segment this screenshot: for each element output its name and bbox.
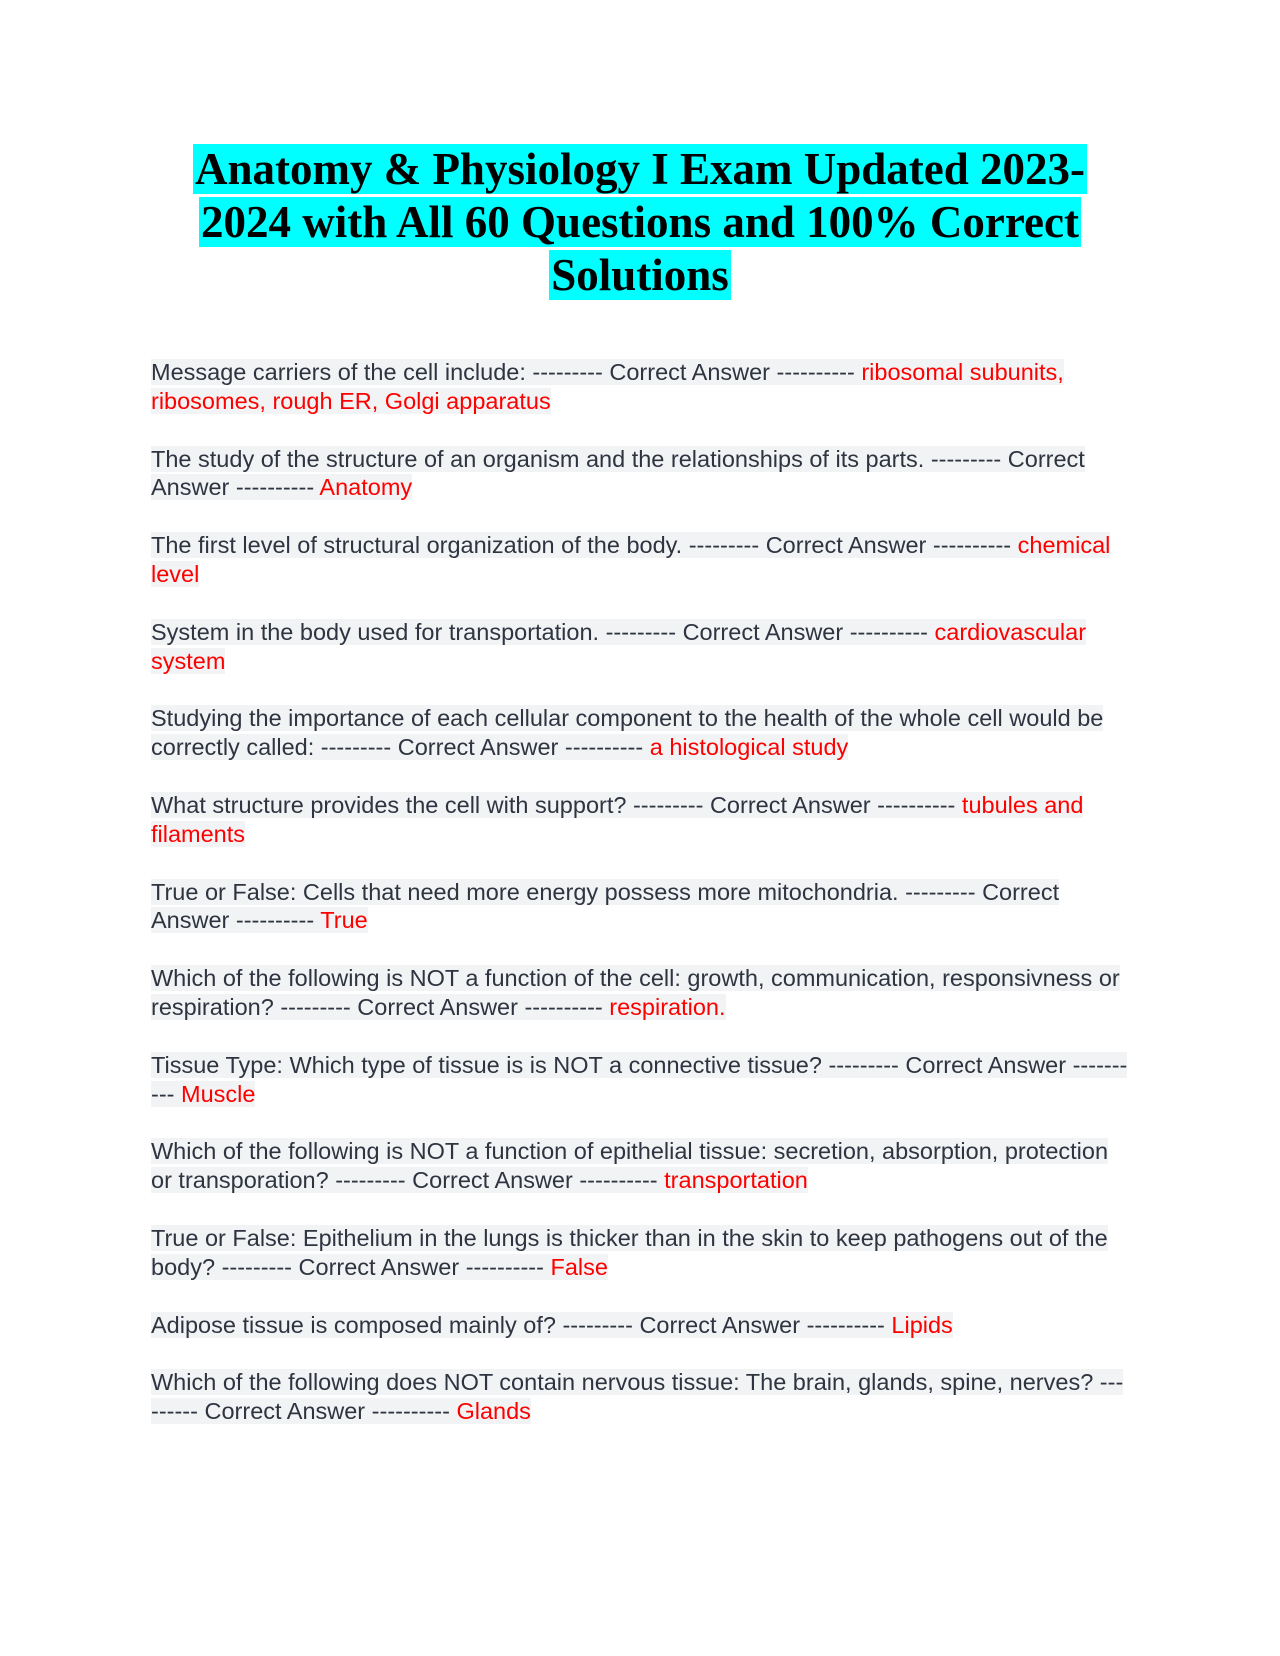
qa-item-line	[151, 965, 1120, 1020]
correct-answer-label: Correct Answer	[412, 1167, 573, 1194]
separator: ----------	[806, 1311, 885, 1338]
answer-text: Glands	[456, 1398, 531, 1425]
qa-item	[151, 358, 1131, 416]
answer-text: transportation	[664, 1167, 808, 1194]
answer-text: chemical level	[151, 532, 1111, 587]
separator: ---------	[335, 1167, 406, 1194]
qa-item-line	[151, 792, 1083, 847]
correct-answer-label: Correct Answer	[709, 791, 871, 818]
separator: ----------	[371, 1398, 450, 1425]
qa-item-line	[151, 446, 1085, 501]
qa-item	[151, 1224, 1131, 1282]
answer-text: a histological study	[649, 734, 849, 761]
answer-text: tubules and filaments	[151, 791, 1084, 847]
qa-item-line	[151, 532, 1110, 587]
qa-item-line	[151, 705, 1103, 760]
qa-item	[151, 791, 1131, 849]
qa-item-line	[151, 1369, 1123, 1424]
qa-list	[151, 358, 1131, 1455]
answer-text: Muscle	[181, 1080, 256, 1107]
question-text: Which of the following is NOT a function of epithelial tissue: secretion, absorption, protection or transporation?	[151, 1138, 1109, 1194]
correct-answer-label: Correct Answer	[397, 734, 559, 761]
title-block	[150, 143, 1130, 302]
separator: ---------	[905, 878, 976, 905]
qa-item-line	[151, 879, 1059, 934]
separator: ---------	[605, 618, 677, 645]
question-text: Which of the following is NOT a function of the cell: growth, communication, responsivness or respiration?	[151, 965, 1120, 1020]
separator: ---------	[828, 1051, 899, 1078]
answer-text: respiration.	[609, 993, 726, 1020]
question-text: True or False: Epithelium in the lungs is thicker than in the skin to keep pathogens out of the body?	[151, 1224, 1108, 1280]
separator: ----------	[151, 1051, 1128, 1107]
question-text: System in the body used for transportation.	[151, 618, 600, 645]
separator: ----------	[579, 1167, 658, 1194]
separator: ----------	[524, 993, 603, 1020]
separator: ----------	[776, 359, 855, 385]
answer-text: False	[550, 1253, 608, 1280]
question-text: What structure provides the cell with support?	[151, 791, 627, 818]
qa-item	[151, 878, 1131, 936]
correct-answer-label: Correct Answer	[765, 532, 927, 559]
question-text: Tissue Type: Which type of tissue is is NOT a connective tissue?	[151, 1051, 822, 1078]
separator: ----------	[932, 532, 1012, 559]
qa-item-line	[151, 1225, 1108, 1280]
separator: ---------	[221, 1253, 292, 1280]
separator: ---------	[280, 993, 351, 1020]
qa-item-line	[151, 619, 1086, 674]
separator: ----------	[564, 734, 644, 761]
question-text: Message carriers of the cell include:	[151, 359, 526, 385]
qa-item-line	[151, 1138, 1108, 1193]
correct-answer-label: Correct Answer	[905, 1051, 1067, 1078]
correct-answer-label: Correct Answer	[639, 1311, 801, 1338]
qa-item	[151, 531, 1131, 589]
separator: ---------	[688, 532, 760, 559]
separator: ---------	[562, 1311, 633, 1338]
separator: ---------	[632, 791, 704, 818]
separator: ----------	[235, 907, 315, 934]
question-text: The first level of structural organization of the body.	[151, 532, 683, 559]
question-text: Studying the importance of each cellular component to the health of the whole cell would be correctly called:	[151, 705, 1104, 761]
separator: ---------	[930, 445, 1002, 472]
correct-answer-label: Correct Answer	[609, 359, 771, 385]
answer-text: Anatomy	[319, 474, 413, 501]
answer-text: ribosomal subunits, ribosomes, rough ER, Golgi apparatus	[151, 359, 1064, 414]
qa-item-line	[151, 359, 1064, 414]
separator: ----------	[877, 791, 956, 818]
qa-item	[151, 618, 1131, 676]
separator: ----------	[849, 618, 928, 645]
document-title-text: Anatomy & Physiology I Exam Updated 2023-2024 with All 60 Questions and 100% Correct Solutions	[194, 144, 1086, 300]
document-title	[150, 143, 1130, 302]
separator: ---------	[532, 359, 603, 385]
separator: ---------	[151, 1369, 1124, 1425]
qa-item	[151, 1368, 1131, 1426]
separator: ----------	[465, 1253, 544, 1280]
answer-text: Lipids	[891, 1311, 953, 1338]
correct-answer-label: Correct Answer	[357, 993, 518, 1020]
question-text: Adipose tissue is composed mainly of?	[151, 1311, 556, 1338]
qa-item	[151, 1051, 1131, 1109]
correct-answer-label: Correct Answer	[204, 1398, 366, 1425]
qa-item-line	[151, 1052, 1127, 1107]
correct-answer-label: Correct Answer	[151, 878, 1060, 934]
qa-item	[151, 445, 1131, 503]
qa-item	[151, 704, 1131, 762]
question-text: Which of the following does NOT contain nervous tissue: The brain, glands, spine, nerves?	[151, 1369, 1094, 1396]
correct-answer-label: Correct Answer	[151, 445, 1085, 501]
qa-item-line	[151, 1312, 953, 1338]
qa-item	[151, 1311, 1131, 1340]
qa-item	[151, 1137, 1131, 1195]
separator: ---------	[320, 734, 392, 761]
question-text: True or False: Cells that need more energy possess more mitochondria.	[151, 878, 899, 905]
answer-text: cardiovascular system	[151, 618, 1087, 674]
qa-item	[151, 964, 1131, 1022]
answer-text: True	[320, 907, 368, 934]
separator: ----------	[235, 474, 315, 501]
correct-answer-label: Correct Answer	[682, 618, 844, 645]
correct-answer-label: Correct Answer	[298, 1253, 460, 1280]
question-text: The study of the structure of an organism and the relationships of its parts.	[151, 445, 925, 472]
